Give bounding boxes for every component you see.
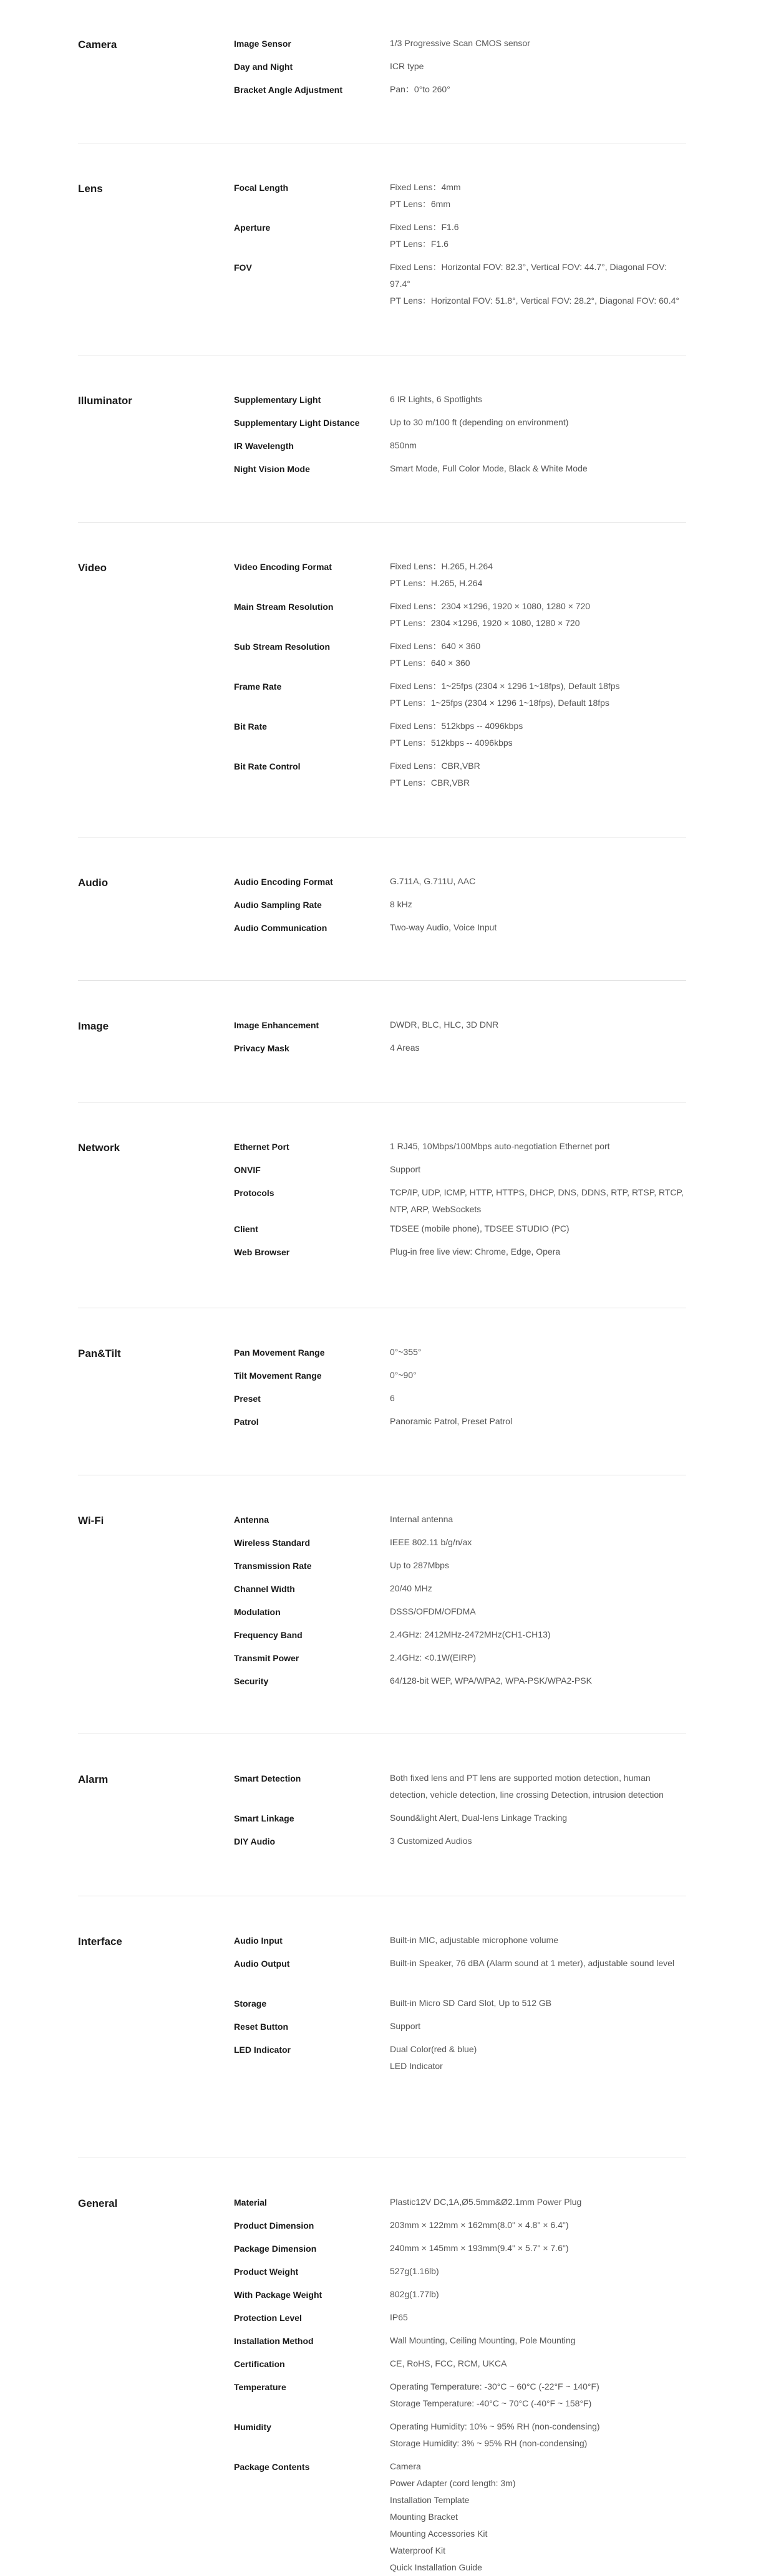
spec-values	[390, 2418, 686, 2452]
spec-label: Supplementary Light Distance	[234, 418, 360, 428]
spec-value: 3 Customized Audios	[390, 1836, 472, 1846]
section-lens	[78, 143, 686, 355]
spec-value: Fixed Lens：4mm	[390, 182, 461, 192]
spec-value: Quick Installation Guide	[390, 2562, 482, 2572]
section-wifi	[78, 1475, 686, 1734]
spec-label: Security	[234, 1676, 269, 1686]
spec-value: Fixed Lens：Horizontal FOV: 82.3°, Vertical FOV: 44.7°, Diagonal FOV: 97.4°	[390, 262, 667, 289]
spec-value: Built-in Speaker, 76 dBA (Alarm sound at 1 meter), adjustable sound level	[390, 1958, 675, 1968]
spec-value: Storage Humidity: 3% ~ 95% RH (non-condensing)	[390, 2438, 588, 2448]
spec-label: Modulation	[234, 1607, 281, 1617]
spec-value: Fixed Lens：F1.6	[390, 222, 459, 232]
spec-value: Internal antenna	[390, 1514, 453, 1524]
section-illuminator	[78, 355, 686, 523]
spec-value: 20/40 MHz	[390, 1583, 432, 1593]
spec-value: Plug-in free live view: Chrome, Edge, Opera	[390, 1247, 561, 1257]
section-title: Camera	[78, 39, 117, 51]
spec-values	[390, 896, 686, 913]
spec-values	[390, 259, 686, 309]
spec-label: Sub Stream Resolution	[234, 642, 331, 652]
spec-value: Storage Temperature: -40°C ~ 70°C (-40°F ~ 158°F)	[390, 2398, 592, 2408]
spec-label: Focal Length	[234, 183, 289, 193]
spec-value: Fixed Lens：640 × 360	[390, 641, 481, 651]
spec-values	[390, 35, 686, 52]
spec-value: PT Lens：2304 ×1296, 1920 × 1080, 1280 × 720	[390, 618, 580, 628]
spec-values	[390, 2332, 686, 2349]
spec-value: 1/3 Progressive Scan CMOS sensor	[390, 38, 530, 48]
spec-label: Audio Sampling Rate	[234, 900, 322, 910]
spec-value: PT Lens：H.265, H.264	[390, 578, 483, 588]
section-title: Interface	[78, 1936, 122, 1947]
spec-label: Supplementary Light	[234, 395, 321, 405]
spec-values	[390, 414, 686, 431]
spec-values	[390, 2286, 686, 2303]
spec-value: 2.4GHz: 2412MHz-2472MHz(CH1-CH13)	[390, 1629, 551, 1639]
section-title: Illuminator	[78, 395, 132, 407]
spec-value: Wall Mounting, Ceiling Mounting, Pole Mounting	[390, 2335, 576, 2345]
spec-value: PT Lens：Horizontal FOV: 51.8°, Vertical FOV: 28.2°, Diagonal FOV: 60.4°	[390, 296, 679, 306]
spec-label: Temperature	[234, 2382, 286, 2392]
spec-value: DSSS/OFDM/OFDMA	[390, 1606, 476, 1616]
spec-label: Protection Level	[234, 2313, 302, 2323]
spec-values	[390, 460, 686, 477]
spec-label: Client	[234, 1224, 258, 1234]
spec-values	[390, 2458, 686, 2576]
spec-label: Wireless Standard	[234, 1538, 311, 1548]
spec-value: Operating Humidity: 10% ~ 95% RH (non-condensing)	[390, 2421, 600, 2431]
spec-value: PT Lens：F1.6	[390, 239, 448, 249]
spec-label: Reset Button	[234, 2022, 289, 2032]
spec-value: PT Lens：1~25fps (2304 × 1296 1~18fps), Default 18fps	[390, 698, 609, 708]
spec-values	[390, 2355, 686, 2372]
spec-label: Bit Rate Control	[234, 761, 301, 771]
spec-value: Two-way Audio, Voice Input	[390, 922, 497, 932]
spec-label: Ethernet Port	[234, 1142, 289, 1152]
spec-label: FOV	[234, 263, 252, 273]
spec-label: Audio Output	[234, 1959, 290, 1969]
spec-value: TCP/IP, UDP, ICMP, HTTP, HTTPS, DHCP, DNS, DDNS, RTP, RTSP, RTCP, NTP, ARP, WebSockets	[390, 1187, 684, 1214]
spec-label: Audio Input	[234, 1936, 283, 1946]
spec-value: Up to 30 m/100 ft (depending on environment)	[390, 417, 569, 427]
spec-label: Transmission Rate	[234, 1561, 312, 1571]
spec-values	[390, 1580, 686, 1597]
spec-values	[390, 638, 686, 672]
spec-values	[390, 179, 686, 213]
spec-value: DWDR, BLC, HLC, 3D DNR	[390, 1020, 499, 1030]
spec-values	[390, 2263, 686, 2280]
spec-label: Bracket Angle Adjustment	[234, 85, 342, 95]
spec-label: Image Enhancement	[234, 1020, 319, 1030]
spec-value: 4 Areas	[390, 1043, 420, 1053]
spec-label: Video Encoding Format	[234, 562, 332, 572]
spec-label: Night Vision Mode	[234, 464, 310, 474]
section-general	[78, 2158, 686, 2572]
spec-label: Package Contents	[234, 2462, 310, 2472]
section-title: Image	[78, 1020, 109, 1032]
spec-label: Web Browser	[234, 1247, 290, 1257]
spec-values	[390, 1810, 686, 1826]
spec-values	[390, 81, 686, 98]
spec-values	[390, 2041, 686, 2075]
spec-values	[390, 758, 686, 791]
spec-label: Bit Rate	[234, 721, 267, 731]
spec-value: PT Lens：512kbps -- 4096kbps	[390, 738, 513, 748]
spec-value: 2.4GHz: <0.1W(EIRP)	[390, 1652, 477, 1662]
section-title: Video	[78, 562, 107, 574]
spec-label: Material	[234, 2197, 267, 2207]
spec-value: Power Adapter (cord length: 3m)	[390, 2478, 516, 2488]
spec-label: Package Dimension	[234, 2244, 317, 2254]
spec-values	[390, 2309, 686, 2326]
spec-value: PT Lens：6mm	[390, 199, 450, 209]
spec-label: Certification	[234, 2359, 285, 2369]
spec-value: Operating Temperature: -30°C ~ 60°C (-22°F ~ 140°F)	[390, 2381, 599, 2391]
spec-label: Aperture	[234, 223, 271, 233]
spec-label: Image Sensor	[234, 39, 291, 49]
spec-values	[390, 718, 686, 751]
spec-label: Preset	[234, 1394, 261, 1404]
spec-values	[390, 1243, 686, 1260]
section-title: Pan&Tilt	[78, 1348, 121, 1359]
spec-value: PT Lens：CBR,VBR	[390, 778, 470, 788]
spec-value: Panoramic Patrol, Preset Patrol	[390, 1416, 513, 1426]
spec-values	[390, 219, 686, 253]
spec-values	[390, 873, 686, 890]
spec-label: Audio Communication	[234, 923, 327, 933]
spec-label: ONVIF	[234, 1165, 261, 1175]
section-network	[78, 1102, 686, 1308]
spec-value: 850nm	[390, 440, 417, 450]
spec-value: G.711A, G.711U, AAC	[390, 876, 476, 886]
spec-values	[390, 1138, 686, 1155]
spec-value: Sound&light Alert, Dual-lens Linkage Tracking	[390, 1813, 568, 1823]
spec-value: Built-in Micro SD Card Slot, Up to 512 GB	[390, 1998, 552, 2008]
spec-label: Smart Linkage	[234, 1813, 294, 1823]
spec-values	[390, 1770, 686, 1803]
spec-value: Mounting Bracket	[390, 2512, 458, 2522]
spec-value: 240mm × 145mm × 193mm(9.4" × 5.7" × 7.6")	[390, 2243, 569, 2253]
spec-label: Patrol	[234, 1417, 259, 1427]
spec-values	[390, 2194, 686, 2211]
spec-label: With Package Weight	[234, 2290, 322, 2300]
spec-value: Fixed Lens：2304 ×1296, 1920 × 1080, 1280 × 720	[390, 601, 591, 611]
spec-values	[390, 1603, 686, 1620]
spec-values	[390, 1040, 686, 1056]
spec-values	[390, 1390, 686, 1407]
spec-value: Both fixed lens and PT lens are supported motion detection, human detection, vehicle detection, line crossing Detection, intrusion detection	[390, 1773, 664, 1800]
spec-label: Frequency Band	[234, 1630, 303, 1640]
spec-value: Waterproof Kit	[390, 2545, 445, 2555]
spec-value: 1 RJ45, 10Mbps/100Mbps auto-negotiation Ethernet port	[390, 1141, 610, 1151]
spec-values	[390, 919, 686, 936]
spec-label: Day and Night	[234, 62, 293, 72]
spec-value: 0°~355°	[390, 1347, 422, 1357]
spec-values	[390, 1995, 686, 2012]
section-title: Wi-Fi	[78, 1515, 104, 1527]
spec-label: Privacy Mask	[234, 1043, 289, 1053]
spec-label: Antenna	[234, 1515, 269, 1525]
spec-label: Installation Method	[234, 2336, 314, 2346]
spec-value: Fixed Lens：H.265, H.264	[390, 561, 493, 571]
spec-values	[390, 1649, 686, 1666]
spec-label: Frame Rate	[234, 682, 282, 692]
spec-label: Tilt Movement Range	[234, 1371, 322, 1381]
spec-label: Humidity	[234, 2422, 271, 2432]
spec-values	[390, 2217, 686, 2234]
spec-label: Pan Movement Range	[234, 1348, 325, 1358]
spec-values	[390, 1367, 686, 1384]
spec-label: IR Wavelength	[234, 441, 294, 451]
spec-values	[390, 1344, 686, 1361]
spec-label: Product Dimension	[234, 2221, 314, 2231]
spec-label: LED Indicator	[234, 2045, 291, 2055]
spec-value: 64/128-bit WEP, WPA/WPA2, WPA-PSK/WPA2-PSK	[390, 1676, 592, 1686]
spec-value: CE, RoHS, FCC, RCM, UKCA	[390, 2358, 507, 2368]
spec-values	[390, 1016, 686, 1033]
spec-values	[390, 2378, 686, 2412]
spec-label: Protocols	[234, 1188, 274, 1198]
spec-values	[390, 2240, 686, 2257]
section-image	[78, 981, 686, 1102]
spec-values	[390, 1184, 686, 1218]
spec-value: IP65	[390, 2312, 408, 2322]
spec-values	[390, 1511, 686, 1528]
spec-value: Built-in MIC, adjustable microphone volume	[390, 1935, 559, 1945]
spec-values	[390, 1557, 686, 1574]
spec-value: 802g(1.77lb)	[390, 2289, 439, 2299]
section-video	[78, 523, 686, 837]
spec-value: 6	[390, 1393, 395, 1403]
spec-values	[390, 1161, 686, 1178]
spec-label: Main Stream Resolution	[234, 602, 334, 612]
spec-value: Plastic12V DC,1A,Ø5.5mm&Ø2.1mm Power Plug	[390, 2197, 582, 2207]
spec-values	[390, 1932, 686, 1949]
spec-value: Pan：0°to 260°	[390, 84, 450, 94]
spec-value: Mounting Accessories Kit	[390, 2529, 488, 2539]
spec-values	[390, 1220, 686, 1237]
spec-label: Transmit Power	[234, 1653, 299, 1663]
spec-value: 8 kHz	[390, 899, 412, 909]
spec-label: Smart Detection	[234, 1773, 301, 1783]
spec-values	[390, 391, 686, 408]
spec-values	[390, 678, 686, 712]
spec-label: DIY Audio	[234, 1836, 276, 1846]
section-title: Alarm	[78, 1773, 109, 1785]
spec-label: Channel Width	[234, 1584, 295, 1594]
spec-value: ICR type	[390, 61, 424, 71]
spec-values	[390, 58, 686, 75]
spec-value: IEEE 802.11 b/g/n/ax	[390, 1537, 472, 1547]
section-audio	[78, 837, 686, 981]
spec-value: LED Indicator	[390, 2061, 443, 2071]
spec-value: Camera	[390, 2461, 421, 2471]
spec-value: 0°~90°	[390, 1370, 417, 1380]
spec-values	[390, 1413, 686, 1430]
section-title: Lens	[78, 183, 103, 195]
spec-value: Fixed Lens：1~25fps (2304 × 1296 1~18fps), Default 18fps	[390, 681, 620, 691]
spec-value: PT Lens：640 × 360	[390, 658, 470, 668]
spec-values	[390, 1626, 686, 1643]
spec-value: Fixed Lens：512kbps -- 4096kbps	[390, 721, 523, 731]
spec-values	[390, 437, 686, 454]
spec-values	[390, 1672, 686, 1689]
spec-value: Support	[390, 1164, 421, 1174]
spec-value: Installation Template	[390, 2495, 470, 2505]
spec-values	[390, 558, 686, 592]
spec-values	[390, 2018, 686, 2035]
spec-label: Storage	[234, 1999, 267, 2009]
spec-label: Product Weight	[234, 2267, 299, 2277]
section-title: Network	[78, 1142, 120, 1154]
spec-values	[390, 598, 686, 632]
section-interface	[78, 1896, 686, 2158]
spec-value: TDSEE (mobile phone), TDSEE STUDIO (PC)	[390, 1223, 570, 1233]
spec-label: Audio Encoding Format	[234, 877, 333, 887]
spec-value: Support	[390, 2021, 421, 2031]
section-title: General	[78, 2197, 118, 2209]
spec-value: Dual Color(red & blue)	[390, 2044, 477, 2054]
section-camera	[78, 0, 686, 143]
spec-value: Fixed Lens：CBR,VBR	[390, 761, 480, 771]
spec-value: Up to 287Mbps	[390, 1560, 449, 1570]
section-alarm	[78, 1734, 686, 1896]
spec-value: 6 IR Lights, 6 Spotlights	[390, 394, 482, 404]
spec-value: 203mm × 122mm × 162mm(8.0" × 4.8" × 6.4")	[390, 2220, 569, 2230]
spec-value: Smart Mode, Full Color Mode, Black & White Mode	[390, 463, 588, 473]
spec-value: 527g(1.16lb)	[390, 2266, 439, 2276]
spec-values	[390, 1534, 686, 1551]
spec-values	[390, 1955, 686, 1972]
spec-values	[390, 1833, 686, 1850]
section-pantilt	[78, 1308, 686, 1475]
section-title: Audio	[78, 877, 109, 889]
